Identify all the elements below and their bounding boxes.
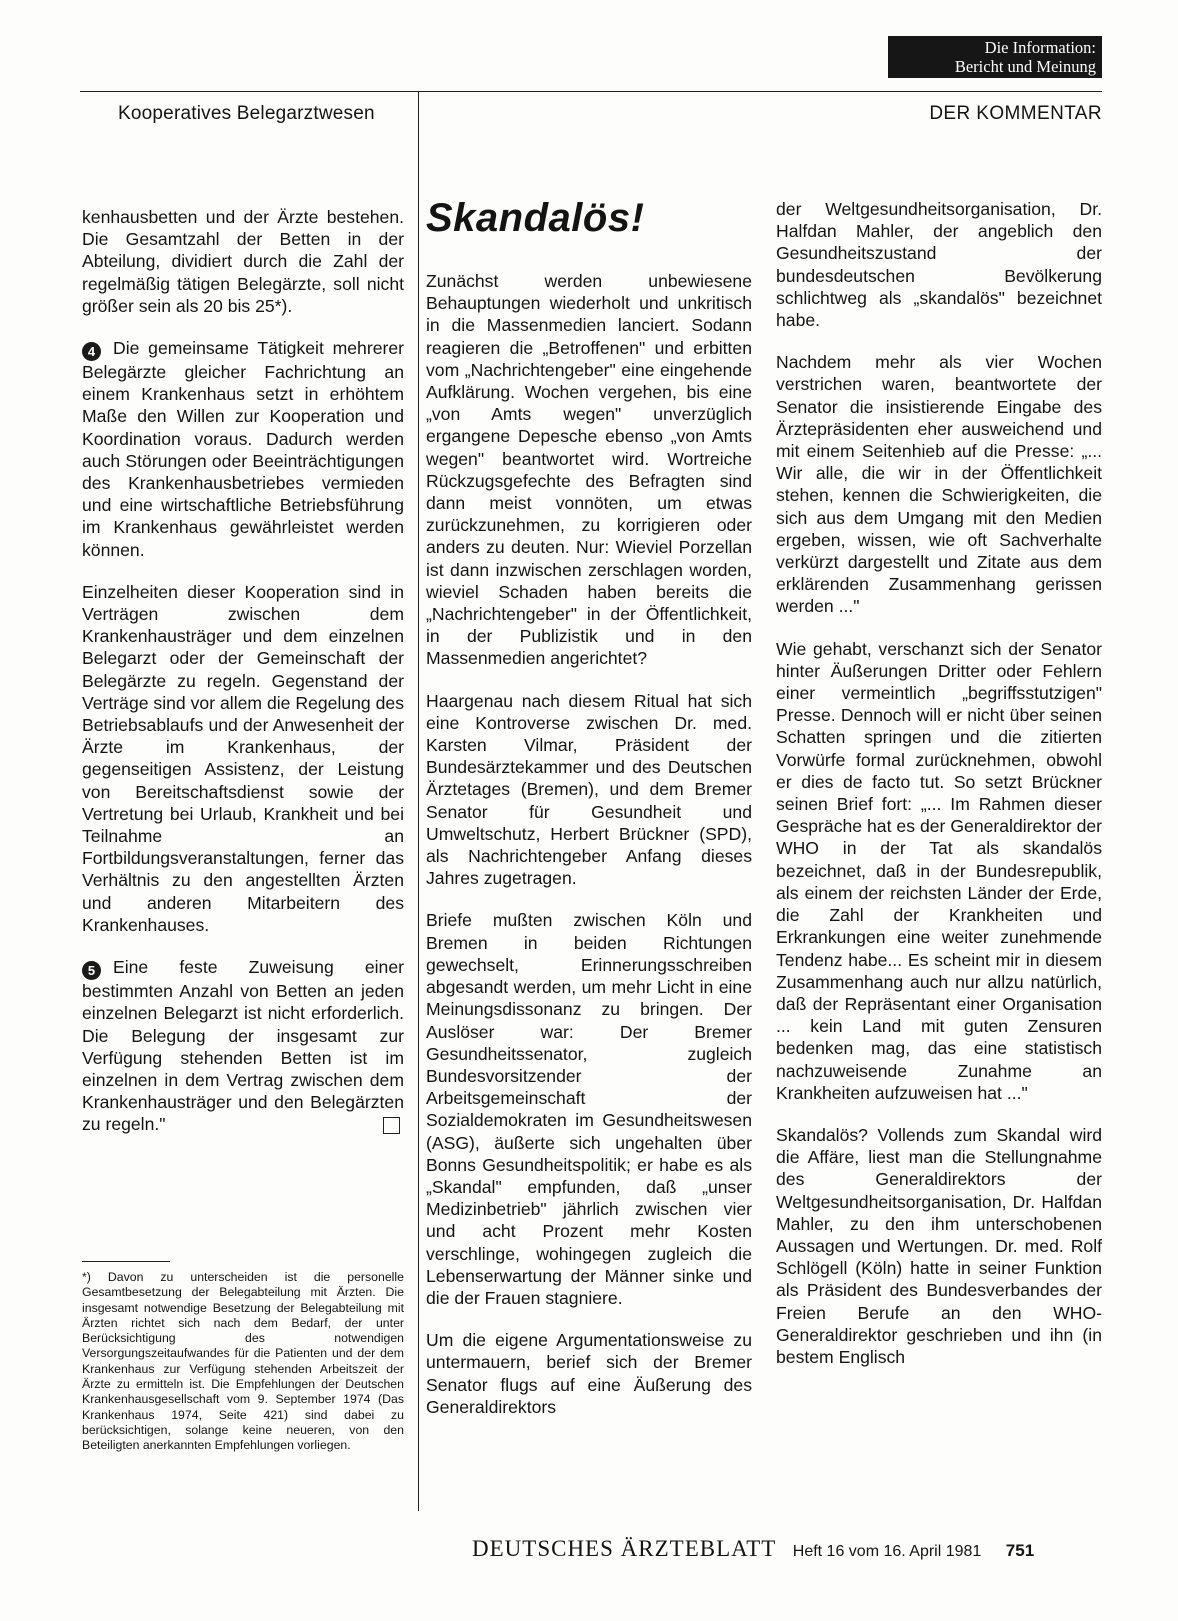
- header-rule: [80, 91, 1102, 92]
- footnote: *) Davon zu unterscheiden ist die personelle Gesamtbesetzung der Belegabteilung mit Ärzten. Die insgesamt notwendige Besetzung der Belegabteilung mit Ärzten richtet sich nach dem Bedarf, der unter Berücksichtigung des notwendigen Versorgungszeitaufwandes für die Patienten und der dem Krankenhaus zur Verfügung stehenden Arbeitszeit der Ärzte zu ermitteln ist. Die Empfehlungen der Deutschen Krankenhausgesellschaft vom 9. September 1974 (Das Krankenhaus 1974, Seite 421) sind dabei zu berücksichtigen, solange keine neueren, von den Beteiligten anerkannten Empfehlungen vorliegen.: [82, 1270, 404, 1453]
- column-middle: [426, 270, 752, 1438]
- paragraph-numbered: [82, 956, 404, 1135]
- badge-line-2: Bericht und Meinung: [954, 57, 1096, 76]
- issue-info: Heft 16 vom 16. April 1981: [792, 1543, 982, 1560]
- item-number-5: 5: [82, 961, 101, 980]
- paragraph: Haargenau nach diesem Ritual hat sich eine Kontroverse zwischen Dr. med. Karsten Vilmar, Präsident der Bundesärztekammer und des Deutschen Ärztetages (Bremen), und dem Bremer Senator für Gesundheit und Umweltschutz, Herbert Brückner (SPD), als Nachrichtengeber Anfang dieses Jahres zugetragen.: [426, 690, 752, 889]
- paragraph-text: Die gemeinsame Tätigkeit mehrerer Belegärzte gleicher Fachrichtung an einem Krankenhaus setzt in erhöhtem Maße den Willen zur Kooperation und Koordination voraus. Dadurch werden auch Störungen oder Beeinträchtigungen des Krankenhausbetriebes vermieden und eine wirtschaftliche Betriebsführung im Krankenhaus gewährleistet werden können.: [82, 338, 404, 560]
- section-badge: [888, 36, 1102, 78]
- paragraph: Einzelheiten dieser Kooperation sind in Verträgen zwischen dem Krankenhausträger und dem einzelnen Belegarzt oder der Gemeinschaft der Belegärzte zu regeln. Gegenstand der Verträge sind vor allem die Regelung des Betriebsablaufs und der Anwesenheit der Ärzte im Krankenhaus, der gegenseitigen Assistenz, der Leistung von Bereitschaftsdienst sowie der Vertretung bei Urlaub, Krankheit und bei Teilnahme an Fortbildungsveranstaltungen, ferner das Verhältnis zu den angestellten Ärzten und anderen Mitarbeitern des Krankenhauses.: [82, 581, 404, 935]
- paragraph-text: Eine feste Zuweisung einer bestimmten Anzahl von Betten an jeden einzelnen Belegarzt ist nicht erforderlich. Die Belegung der insgesamt zur Verfügung stehenden Betten ist im einzelnen in dem Vertrag zwischen dem Krankenhausträger und den Belegärzten zu regeln.": [82, 957, 404, 1135]
- column-left: [82, 206, 404, 1156]
- paragraph: Wie gehabt, verschanzt sich der Senator hinter Äußerungen Dritter oder Fehlern einer vermeintlich „begriffsstutzigen" Presse. Dennoch will er nicht über seinen Schatten springen und die zitierten Vorwürfe formal zurücknehmen, obwohl er dies de facto tut. So setzt Brückner seinen Brief fort: „... Im Rahmen dieser Gespräche hat es der Generaldirektor der WHO in der Tat als skandalös bezeichnet, daß in der Bundesrepublik, als einem der reichsten Länder der Erde, die Zahl der Krankheiten und Erkrankungen eine weiter zunehmende Tendenz habe... Es scheint mir in diesem Zusammenhang auch nur allzu natürlich, daß der Repräsentant einer Organisation ... kein Land mit guten Zensuren bedenken mag, das eine statistisch nachzuweisende Zunahme an Krankheiten aufzuweisen hat ...": [776, 638, 1102, 1103]
- paragraph: Skandalös? Vollends zum Skandal wird die Affäre, liest man die Stellungnahme des Generaldirektors der Weltgesundheitsorganisation, Dr. Halfdan Mahler, zu den ihm unterschobenen Aussagen und Wertungen. Dr. med. Rolf Schlögell (Köln) hatte in seiner Funktion als Präsident des Bundesverbandes der Freien Berufe an den WHO-Generaldirektor geschrieben und ihn (in bestem Englisch: [776, 1124, 1102, 1367]
- header-right-section: DER KOMMENTAR: [929, 103, 1102, 124]
- paragraph: Briefe mußten zwischen Köln und Bremen in beiden Richtungen gewechselt, Erinnerungsschreiben abgesandt werden, um mehr Licht in eine Meinungsdissonanz zu bringen. Der Auslöser war: Der Bremer Gesundheitssenator, zugleich Bundesvorsitzender der Arbeitsgemeinschaft der Sozialdemokraten im Gesundheitswesen (ASG), äußerte sich ungehalten über Bonns Gesundheitspolitik; er habe es als „Skandal" empfunden, daß „unser Medizinbetrieb" jährlich zwischen vier und acht Prozent mehr Kosten verschlinge, wohingegen zugleich die Lebenserwartung der Männer sinke und die der Frauen stagniere.: [426, 910, 752, 1308]
- footnote-rule: [82, 1261, 170, 1262]
- paragraph-numbered: [82, 337, 404, 561]
- column-divider: [418, 91, 419, 1511]
- paragraph: kenhausbetten und der Ärzte bestehen. Die Gesamtzahl der Betten in der Abteilung, dividiert durch die Zahl der regelmäßig tätigen Belegärzte, soll nicht größer sein als 20 bis 25*).: [82, 207, 404, 316]
- paragraph: Nachdem mehr als vier Wochen verstrichen waren, beantwortete der Senator die insistierende Eingabe des Ärztepräsidenten eher ausweichend und mit einem Seitenhieb auf die Presse: „... Wir alle, die wir in der Öffentlichkeit stehen, kennen die Schwierigkeiten, die sich aus dem Umgang mit den Medien ergeben, wissen, wie oft Sachverhalte verkürzt dargestellt und Zitate aus dem erklärenden Zusammenhang gerissen werden ...": [776, 352, 1102, 617]
- paragraph: der Weltgesundheitsorganisation, Dr. Halfdan Mahler, der angeblich den Gesundheitszustand der bundesdeutschen Bevölkerung schlichtweg als „skandalös" bezeichnet habe.: [776, 199, 1102, 331]
- end-mark-icon: [383, 1117, 400, 1134]
- header-left-topic: Kooperatives Belegarztwesen: [118, 103, 375, 124]
- badge-line-1: Die Information:: [984, 38, 1096, 57]
- paragraph: Um die eigene Argumentationsweise zu untermauern, berief sich der Bremer Senator flugs auf eine Äußerung des Generaldirektors: [426, 1330, 752, 1417]
- item-number-4: 4: [82, 342, 101, 361]
- paragraph: Zunächst werden unbewiesene Behauptungen wiederholt und unkritisch in die Massenmedien lanciert. Sodann reagieren die „Betroffenen" und erbitten vom „Nachrichtengeber" eine eingehende Aufklärung. Wochen vergehen, bis eine „von Amts wegen" unverzüglich ergangene Depesche ebenso „von Amts wegen" beantwortet wird. Wortreiche Rückzugsgefechte des Befragten sind dann meist vonnöten, um etwas zurückzunehmen, zu korrigieren oder anders zu deuten. Nur: Wieviel Porzellan ist dann inzwischen zerschlagen worden, wieviel Schaden haben bereits die „Nachrichtengeber" in der Öffentlichkeit, in der Publizistik und in den Massenmedien angerichtet?: [426, 271, 752, 669]
- article-headline: Skandalös!: [426, 196, 645, 240]
- journal-name: DEUTSCHES ÄRZTEBLATT: [472, 1536, 777, 1561]
- page-number: 751: [1005, 1541, 1035, 1560]
- page-footer: [472, 1536, 1034, 1562]
- column-right: [776, 198, 1102, 1388]
